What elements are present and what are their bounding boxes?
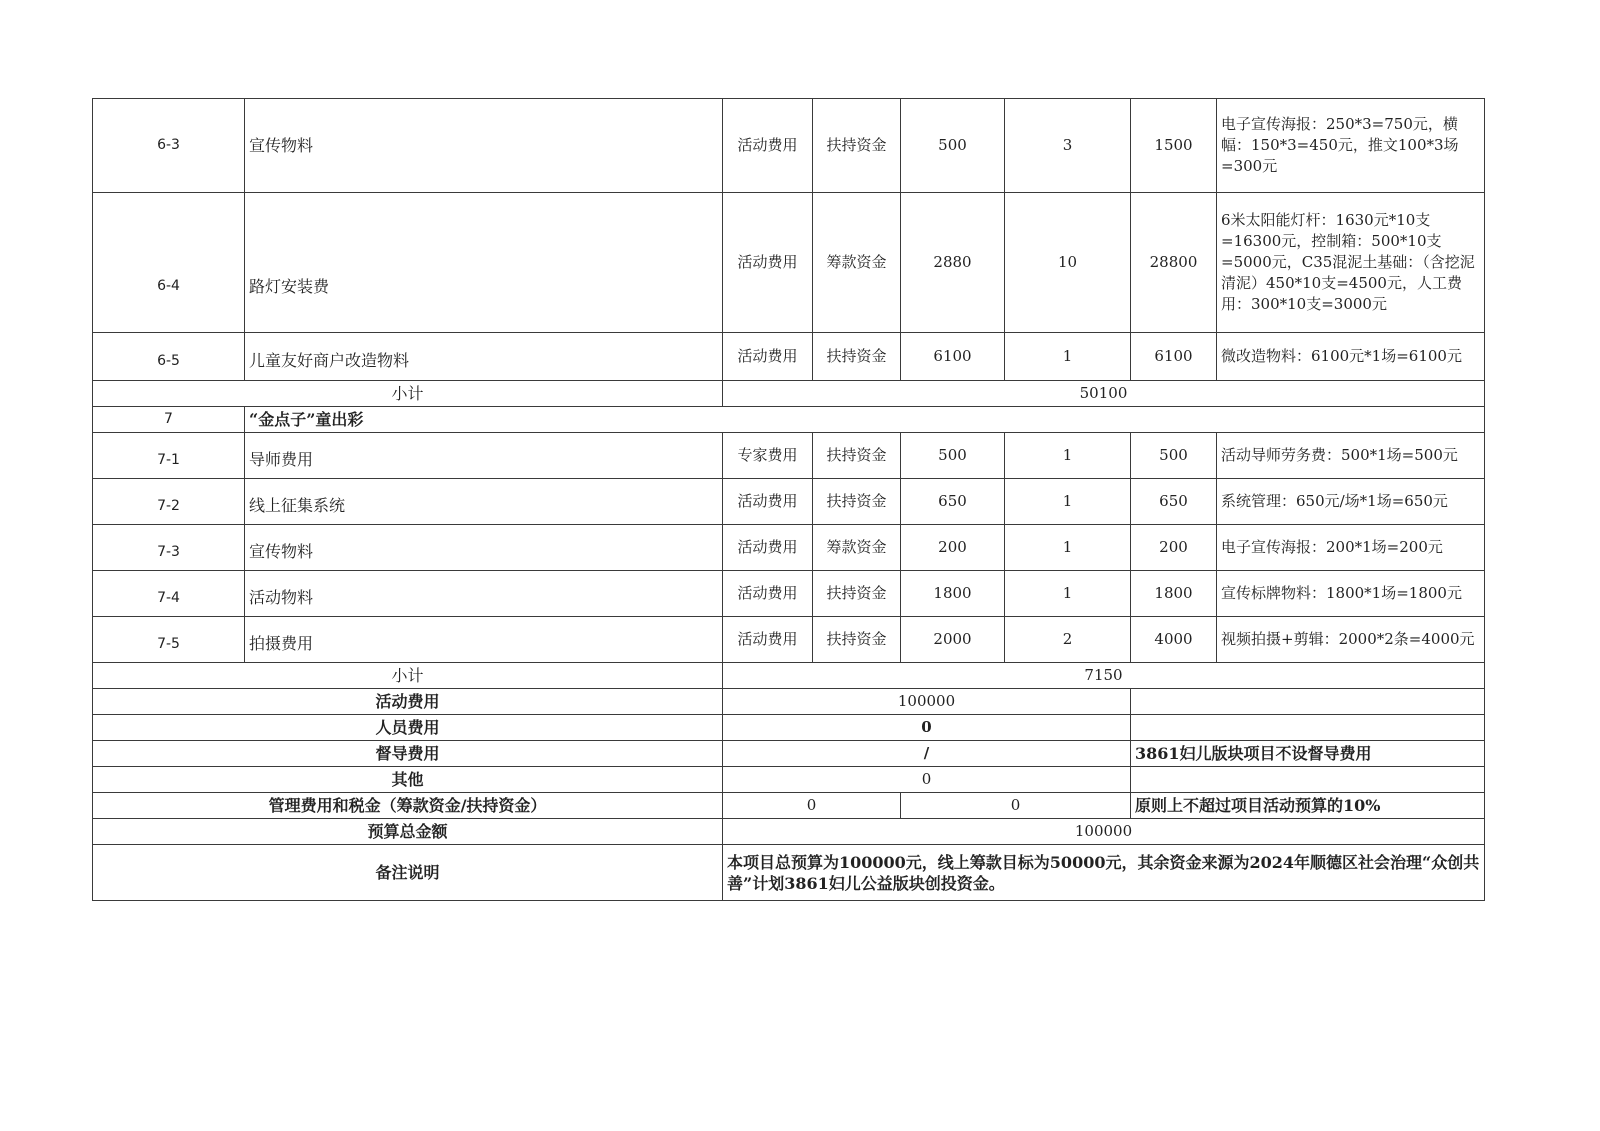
row-category: 活动费用	[723, 99, 813, 193]
row-note: 电子宣传海报：250*3=750元，横幅：150*3=450元，推文100*3场=300元	[1217, 99, 1485, 193]
summary-note	[1131, 715, 1485, 741]
row-source: 扶持资金	[813, 617, 901, 663]
row-amount: 200	[1131, 525, 1217, 571]
row-qty: 1	[1005, 333, 1131, 381]
row-category: 活动费用	[723, 617, 813, 663]
row-amount: 500	[1131, 433, 1217, 479]
row-name: 宣传物料	[245, 99, 723, 193]
remark-text: 本项目总预算为100000元，线上筹款目标为50000元，其余资金来源为2024年顺德区社会治理“众创共善”计划3861妇儿公益版块创投资金。	[723, 845, 1485, 901]
summary-row-management	[93, 793, 1485, 819]
summary-row-remark	[93, 845, 1485, 901]
section-row	[93, 407, 1485, 433]
subtotal-row	[93, 663, 1485, 689]
budget-table	[92, 98, 1485, 901]
summary-label: 活动费用	[93, 689, 723, 715]
subtotal-value: 7150	[723, 663, 1485, 689]
row-name: 儿童友好商户改造物料	[245, 333, 723, 381]
row-id: 6-4	[93, 193, 245, 333]
subtotal-label: 小计	[93, 381, 723, 407]
row-note: 微改造物料：6100元*1场=6100元	[1217, 333, 1485, 381]
row-source: 筹款资金	[813, 525, 901, 571]
row-id: 7-1	[93, 433, 245, 479]
row-id: 7-3	[93, 525, 245, 571]
summary-label: 督导费用	[93, 741, 723, 767]
subtotal-label: 小计	[93, 663, 723, 689]
table-row	[93, 571, 1485, 617]
summary-row-supervision	[93, 741, 1485, 767]
row-name: 拍摄费用	[245, 617, 723, 663]
summary-value: /	[723, 741, 1131, 767]
row-amount: 6100	[1131, 333, 1217, 381]
row-note: 视频拍摄+剪辑：2000*2条=4000元	[1217, 617, 1485, 663]
row-name: 路灯安装费	[245, 193, 723, 333]
section-id: 7	[93, 407, 245, 433]
row-unit-price: 500	[901, 99, 1005, 193]
row-category: 活动费用	[723, 525, 813, 571]
summary-value: 0	[723, 715, 1131, 741]
row-name: 宣传物料	[245, 525, 723, 571]
table-row	[93, 525, 1485, 571]
summary-note	[1131, 767, 1485, 793]
row-category: 活动费用	[723, 193, 813, 333]
summary-label: 预算总金额	[93, 819, 723, 845]
summary-label: 其他	[93, 767, 723, 793]
table-row	[93, 433, 1485, 479]
row-note: 宣传标牌物料：1800*1场=1800元	[1217, 571, 1485, 617]
row-category: 专家费用	[723, 433, 813, 479]
row-qty: 1	[1005, 479, 1131, 525]
table-row	[93, 333, 1485, 381]
summary-note	[1131, 689, 1485, 715]
section-title: “金点子”童出彩	[245, 407, 1485, 433]
row-name: 线上征集系统	[245, 479, 723, 525]
row-source: 扶持资金	[813, 433, 901, 479]
row-source: 扶持资金	[813, 333, 901, 381]
table-row	[93, 99, 1485, 193]
table-row	[93, 193, 1485, 333]
table-row	[93, 617, 1485, 663]
row-note: 电子宣传海报：200*1场=200元	[1217, 525, 1485, 571]
row-source: 扶持资金	[813, 571, 901, 617]
row-id: 7-5	[93, 617, 245, 663]
subtotal-row	[93, 381, 1485, 407]
row-unit-price: 1800	[901, 571, 1005, 617]
subtotal-value: 50100	[723, 381, 1485, 407]
row-qty: 1	[1005, 525, 1131, 571]
row-unit-price: 200	[901, 525, 1005, 571]
row-id: 7-4	[93, 571, 245, 617]
summary-row-total	[93, 819, 1485, 845]
summary-value: 100000	[723, 819, 1485, 845]
row-unit-price: 500	[901, 433, 1005, 479]
row-amount: 1800	[1131, 571, 1217, 617]
summary-label: 人员费用	[93, 715, 723, 741]
summary-value-support: 0	[901, 793, 1131, 819]
row-amount: 4000	[1131, 617, 1217, 663]
row-qty: 3	[1005, 99, 1131, 193]
row-note: 系统管理：650元/场*1场=650元	[1217, 479, 1485, 525]
summary-row-personnel	[93, 715, 1485, 741]
row-qty: 1	[1005, 571, 1131, 617]
row-id: 7-2	[93, 479, 245, 525]
row-category: 活动费用	[723, 571, 813, 617]
row-unit-price: 6100	[901, 333, 1005, 381]
summary-value: 100000	[723, 689, 1131, 715]
row-qty: 10	[1005, 193, 1131, 333]
row-name: 导师费用	[245, 433, 723, 479]
summary-value: 0	[723, 767, 1131, 793]
row-category: 活动费用	[723, 479, 813, 525]
summary-row-activity	[93, 689, 1485, 715]
row-note: 活动导师劳务费：500*1场=500元	[1217, 433, 1485, 479]
row-source: 扶持资金	[813, 99, 901, 193]
row-category: 活动费用	[723, 333, 813, 381]
row-source: 扶持资金	[813, 479, 901, 525]
summary-note: 3861妇儿版块项目不设督导费用	[1131, 741, 1485, 767]
row-amount: 650	[1131, 479, 1217, 525]
row-unit-price: 2880	[901, 193, 1005, 333]
summary-label: 备注说明	[93, 845, 723, 901]
summary-note: 原则上不超过项目活动预算的10%	[1131, 793, 1485, 819]
row-id: 6-5	[93, 333, 245, 381]
row-qty: 1	[1005, 433, 1131, 479]
row-id: 6-3	[93, 99, 245, 193]
summary-value-fundraise: 0	[723, 793, 901, 819]
row-unit-price: 650	[901, 479, 1005, 525]
row-name: 活动物料	[245, 571, 723, 617]
summary-row-other	[93, 767, 1485, 793]
row-amount: 1500	[1131, 99, 1217, 193]
row-unit-price: 2000	[901, 617, 1005, 663]
row-source: 筹款资金	[813, 193, 901, 333]
row-amount: 28800	[1131, 193, 1217, 333]
table-row	[93, 479, 1485, 525]
summary-label: 管理费用和税金（筹款资金/扶持资金）	[93, 793, 723, 819]
row-note: 6米太阳能灯杆：1630元*10支=16300元，控制箱：500*10支=5000元，C35混泥土基础：（含挖泥清泥）450*10支=4500元，人工费用：300*10支=3000元	[1217, 193, 1485, 333]
row-qty: 2	[1005, 617, 1131, 663]
